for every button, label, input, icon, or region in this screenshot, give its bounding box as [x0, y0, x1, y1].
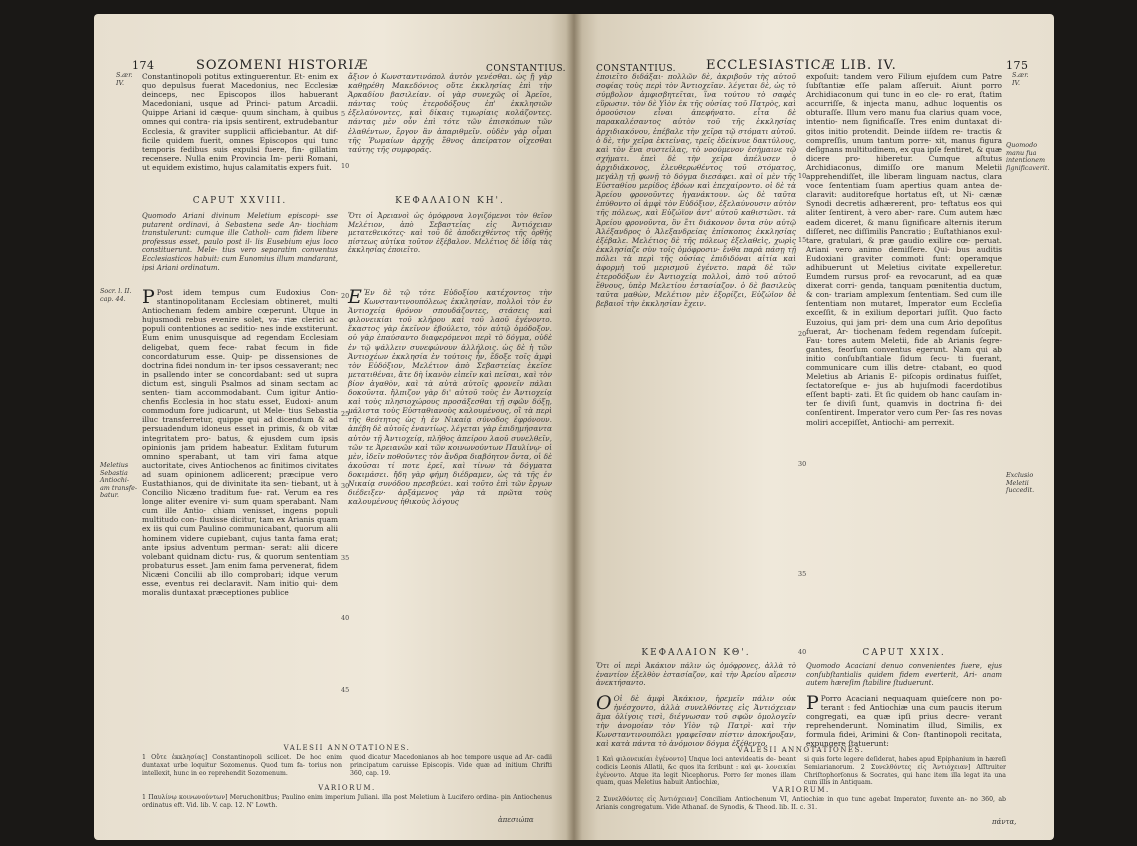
left-running-right: CONSTANTIUS. — [486, 64, 567, 74]
right-col1-greek: ἐποιεῖτο διδάξαι· πολλῶν δὲ, ἀκριβοῦν τὴς αὐτοῦ σοφίας τοὺς περὶ τὸν Ἀντιοχεῖαν. λέγεται δὲ, ὡς τὸ σύμβολον ἀμφισβητεῖται, ἵνα τούτου τὸ σαφὲς εὕρωσιν. τὸν δὲ Υἱὸν ἐκ τῆς οὐσίας τοῦ Πατρὸς, καὶ ὁμοούσιον εἶναι ἀπεφήνατο. εἶτα δὲ παρακαλέσαντος αὐτὸν τοῦ τῆς ἐκκλησίας ἀρχιδιακόνου, ἐπέβαλε τὴν χεῖρα τῷ στόματι αὐτοῦ. ὁ δὲ, τὴν χεῖρα ἐκτείνας, τρεῖς ἐδείκνυε δακτύλους, καὶ τὸν ἕνα συστείλας, τὸ νοούμενον ἐσήμαινε τῷ σχήματι. ἐπεὶ δὲ τὴν χεῖρα ἀπέλυσεν ὁ ἀρχιδιάκονος, ἐλευθερωθέντος τοῦ στόματος, μεγάλῃ τῇ φωνῇ τὸ δόγμα διεσάφει. καὶ οἱ μὲν τῆς Εὐσταθίου μερίδος ἐβόων καὶ ἐπεχαίροντο. οἱ δὲ τὰ Ἀρείου φρονοῦντες ἠγανάκτουν. ὡς δὲ ταῦτα ἐπύθοντο οἱ ἀμφὶ τὸν Εὐδόξιον, ἐξελαύνουσιν αὐτὸν τῆς πόλεως, καὶ Εὐζώϊον ἀντ' αὐτοῦ καθιστῶσι. τὰ Ἀρείου φρονοῦντα, ὃν ἔτι διάκονον ὄντα σὺν αὐτῷ Ἀλέξανδρος ὁ Ἀλεξανδρείας ἐπίσκοπος ἐκκλησίας ἐξέβαλε. Μελέτιος δὲ τῆς πόλεως ἐξελαθεὶς, χωρὶς ἐκκλησίαζε σὺν τοῖς ὁμόφροσιν· ἔνθα παρὰ πάσῃ τῇ πόλει τὰ περὶ τῆς οὐσίας ἐπιδιδόναι αἰτία καὶ ἀφορμὴ τοῦ μερισμοῦ ἐγένετο. παρὰ δὲ τῶν ἑτεροδόξων ἐν Ἀντιοχείᾳ πολλοὶ, ἀπὸ τοῦ αὐτοῦ ἔθνους, ὑπὲρ Μελετίου ἐστασίαζον. ὁ δὲ βασιλεὺς ταῦτα μαθὼν, Μελέτιον μὲν ἐξορίζει, Εὐζώϊον δὲ βεβαιοῖ τὴν ἐκκλησίαν ἔχειν. — [596, 72, 796, 309]
left-col1-latin: Constantinopoli potitus extinguerentur. Et- enim ex quo depulsus fuerat Macedonius, nec Ecclesiæ deinceps, nec Episcopos illos habuerant Macedoniani, usque ad Princi- patum Arcadii. Quippe Ariani id cæque- quum sincham, à quibus omnes qui contra- ria ipsis sentirent, extrudebantur Ecclesia, & graviter supplicii afficiebantur. At dif- ficile quidem fuerit, omnes Episcopos qui tunc temporis fedibus suis expulsi fuere, fin- gillatim recensere. Nulla enim Provincia Im- perii Romani, ut equidem existimo, hujus calamitatis expers fuit. — [142, 72, 338, 172]
left-line-number: 30 — [341, 482, 350, 490]
left-variorum-heading: VARIORUM. — [318, 784, 376, 792]
left-variorum-note: 1 Παυλίνῳ κοινωνούντων] Meruchonitbus; Paulino enim imperium Juliani. illa post Meletium à Lucifero ordina- pin Antiochenus ordinatus eft. Vid. lib. V. cap. 12. Ν' Lowth. — [142, 794, 552, 809]
right-line-number: 35 — [798, 570, 807, 578]
left-body-greek — [348, 288, 552, 736]
left-body-latin — [142, 288, 338, 736]
left-chapter-greek: ΚΕΦΑΛΑΙΟΝ ΚΗ'. — [395, 196, 505, 206]
book-spread — [94, 14, 1054, 840]
right-body-latin-text: Porro Acaciani nequaquam quieſcere non po- terant : fed Antiochiæ una cum paucis iterum congregati, ea quæ ipſi prius decre- verant reprehenderunt. Nominatim illud, Similis, ex formula fidei, Arimini & Con- ſtantinopoli recitata, expungere ſtatuerunt: — [806, 694, 1002, 749]
left-summary-latin: Quomodo Ariani divinum Meletium episcopi- sse putarent ordinavi, à Sebastena sede An- tiochiam transtulerunt: cumque ille Catholi- cam fidem libere professus esset, paulo post il- lis Eusebium ejus loco constituerunt. Mele- tius vero separatim conventus Ecclesiasticos habuit: cum Eunomius illum mandarant, ipsi Ariani ordinatum. — [142, 212, 338, 272]
left-line-number: 45 — [341, 686, 350, 694]
left-note-1: 1 Οὔτε ἐκκλησίας] Constantinopoli scilicet. De hoc enim duntaxat urbe loquitur Sozomenus. Quod tum fa- torius non intellexit, hunc in eo reprehendit Sozomenum. — [142, 754, 342, 777]
right-line-number: 10 — [798, 172, 807, 180]
left-notes-heading: VALESII ANNOTATIONES. — [283, 744, 411, 752]
right-summary-greek: Ὅτι οἱ περὶ Ἀκάκιον πάλιν ὡς ὁμόφρονες, ἀλλὰ τὸ ἐναντίον ἐξελθὸν ἐστασίαζον, καὶ τὴν Ἀρείου αἵρεσιν ἀνεκτήσαντο. — [596, 662, 796, 688]
right-notes-heading: VALESII ANNOTATIONES. — [737, 746, 865, 754]
left-margin-note-socr: Socr. l. II. cap. 44. — [100, 287, 132, 303]
dropcap-e: E — [348, 286, 362, 308]
right-col2-latin: expoſuit: tandem vero Filium ejuſdem cum Patre ſubſtantiæ eſſe palam aſſeruit. Aiunt porro Archidiaconum qui tunc in eo cle- ro erat, ſtatim accurriſſe, & injecta manu, adhuc loquentis os obturaſſe. Illum vero manu fua clarius quam voce, intentio- nem ſignificaſſe. Tres enim duntaxat di- gitos initio protendit. Deinde iiſdem re- tractis & compreſſis, unum tantum porre- xit, manus figura deſignans multitudinem, ex qua ipſe fentiret, & quæ dicere pro- hiberetur. Cumque aſtutus Archidiaconus, dimiſſo ore manum Meletii apprehendiſſet, ille liberam linguam nactus, clara voce ſententiam ſuam apertius quam antea de- claravit: auditorefque hortatus eſt, ut Ni- cænæ Synodi decretis adhærerent, pro- teftatus eos qui aliter ſentirent, à vero aber- rare. Cum autem hæc eadem diceret, & manu ſignificare alternis iterum diſſeret, nec diſſimilis Pancratio ; Euſtathianos exul- tare, gratulari, & præ gaudio exilire cœ- peruat. Ariani vero animo demiſſere. Qui- bus auditis Eudoxiani graviter commoti funt: operamque adhibuerunt ut Meletius civitate expelleretur. Eumdem rursus prof- ea revocarunt, ad ea quæ dixerat corri- genda, tanquam pœnitentia ductum, & con- trariam amplexum ſententiam. Sed cum ille ſententiam non mutaret, Imperator eum Eccleſia exceſſit, & in exilium deportari juſſit. Quo facto Euzoius, qui jam pri- dem una cum Ario depoſitus fuerat, Ar- tiochenam fedem regendam ſuſcepit. Fau- tores autem Meletii, fide ab Arianis ſegre- gantes, feorſum conventus egerunt. Nam qui ab initio conſubſtantiale ſidum ſecu- ti fuerant, communicare cum illis detre- ctabant, eo quod Meletius ab Arianis E- piſcopis ordinatus fuiſſet, ſectatoreſque e- jus ab hujuſmodi facerdotibus eſſent bapti- zati. Et ſic quidem ob hanc cauſam in- ter ſe diviſi ſunt, quamvis in doctrina fi- dei conſentirent. Imperator vero cum Per- ſas res novas moliri accepiſſet, Antiochi- am perrexit. — [806, 72, 1002, 427]
dropcap-o: O — [596, 692, 612, 714]
right-line-number: 30 — [798, 460, 807, 468]
left-catchword: ἀπεσιώπα — [498, 816, 534, 824]
left-summary-greek: Ὅτι οἱ Ἀρειανοὶ ὡς ὁμόφρονα λογιζόμενοι τὸν θεῖον Μελέτιον, ἀπὸ Σεβαστείας εἰς Ἀντιόχειαν μετατεθεικότες· καὶ τοῦ δὲ ἀποδειχθέντος τῆς ὀρθῆς πίστεως αὐτίκα τοῦτον ἐξέβαλον. Μελέτιος δὲ ἰδίᾳ τὰς ἐκκλησίας ἐποιεῖτο. — [348, 212, 552, 255]
right-note-2: si quis forte legere deſiderat, habes apud Epiphanium in hæreſi Semiarianorum. 2 Συνελθόντες εἰς Ἀντιόχειαν] Aſſtruiter Chriſtophorſonus & Socrates, qui hanc item illa legat ita una cum illis in Antiquam. — [804, 756, 1006, 787]
left-col2-greek: ἄξιον ὁ Κωνσταντινόπολ ἀυτὸν γενέσθαι. ὡς ᾔ γὰρ καθῃρέθη Μακεδόνιος οὔτε ἐκκλησίας ἐπὶ τὴν Ἀρκαδίου βασιλείαν. οἱ γὰρ συνεχῶς οἱ Ἀρεῖοι, πάντας τοὺς ἑτεροδόξους ἐπ' ἐκκλησιῶν ἐξελαύνοντες, καὶ δίκαις τιμωρίαις κολάζοντες. πάντας μὲν οὖν ἐπὶ τότε τῶν ἐπισκόπων τῶν ἐλαθέντων, ἔργον ἂν ἀπαριθμεῖν. οὐδὲν γὰρ οἶμαι τῆς Ῥωμαίων ἀρχῆς ἔθνος ἀπείρατον οἴχεσθαι ταύτης τῆς συμφορᾶς. — [348, 72, 552, 154]
right-margin-year: S.ær. IV. — [1012, 71, 1029, 87]
right-body-greek-text: Οἱ δὲ ἀμφὶ Ἀκάκιον, ἠρεμεῖν πάλιν οὐκ ἠνέσχοντο, ἀλλὰ συνελθόντες εἰς Ἀντιόχειαν ἅμα ὀλίγοις τισὶ, διέγνωσαν τοῦ σφῶν ὁμολογεῖν τὴν ἀνομοίαν τὸν Υἱὸν τῷ Πατρὶ· καὶ τὴν Κωνσταντινουπόλει γραφεῖσαν πίστιν ἀποκήρυξαν, καὶ κατὰ πάντα τὸ ἀνόμοιον δόγμα ἐξέθεντο. — [596, 694, 796, 749]
right-catchword: πάντα, — [992, 818, 1017, 826]
left-line-number: 5 — [341, 110, 346, 118]
left-line-number: 35 — [341, 554, 350, 562]
left-chapter-latin: CAPUT XXVIII. — [192, 196, 288, 206]
left-margin-year: S.ær. IV. — [116, 71, 133, 87]
dropcap-p: P — [142, 286, 155, 308]
left-line-number: 10 — [341, 162, 350, 170]
right-body-greek — [596, 692, 796, 749]
right-summary-latin: Quomodo Acaciani denuo convenientes fuere, ejus conſubſtantialis quidem fidem everterit, Ari- anam autem hæreſim ſtabilire ſtuduerunt. — [806, 662, 1002, 688]
left-line-number: 20 — [341, 292, 350, 300]
book-gutter — [566, 14, 582, 840]
right-running-title: ECCLESIASTICÆ LIB. IV. — [706, 58, 897, 73]
left-body-greek-text: Ἐν δὲ τῷ τότε Εὐδοξίου κατέχοντος τὴν Κωνσταντινουπόλεως ἐκκλησίαν, πολλοὶ τὸν ἐν Ἀντιοχείᾳ θρόνον σπουδάζοντες, στάσεις καὶ φιλονεικίαι τοῦ κλήρου καὶ τοῦ λαοῦ ἐγένοντο. ἕκαστος γὰρ ἐκεῖνον ἐβούλετο, τὸν αὐτῷ ὁμόδοξον. οὐ γὰρ ἐπαύσαντο διαφερόμενοι περὶ τὸ δόγμα, οὐδὲ ἐν τῷ ψάλλειν συνεφώνουν ἀλλήλοις. ὡς δὲ ἡ τῶν Ἀντιοχέων ἐκκλησία ἐν τούτοις ἦν, ἔδοξε τοῖς ἀμφὶ τὸν Εὐδόξιον, Μελέτιον ἀπὸ Σεβαστείας ἐκεῖσε μετατιθέναι, ἅτε δὴ ἱκανὸν εἰπεῖν καὶ πεῖσαι, καὶ τὸν βίον ἀγαθὸν, καὶ τὰ αὐτὰ αὐτοῖς φρονεῖν πάλαι δοκοῦντα. ἤλπιζον γὰρ δι' αὐτοῦ τοὺς ἐν Ἀντιοχείᾳ καὶ τοὺς πλησιοχώρους προσάξεσθαι τῇ σφῶν δόξῃ, μάλιστα τοὺς Εὐσταθιανοὺς καλουμένους, οἳ τὰ περὶ τῆς θεότητος ὡς ἡ ἐν Νικαίᾳ σύνοδος ἐφρόνουν. ἀπέβη δὲ αὐτοῖς ἐναντίως. λέγεται γὰρ ἐπιδημήσαντα αὐτὸν τῇ Ἀντιοχείᾳ, πλῆθος ἀπείρου λαοῦ συνελθεῖν, τῶν τε Ἀρειανῶν καὶ τῶν κοινωνούντων Παυλίνῳ· οἱ μὲν, ἰδεῖν ποθοῦντες τὸν ἄνδρα διαβόητον ὄντα, οἱ δὲ ἀκοῦσαι τί ποτε ἐρεῖ, καὶ τίνων τὰ δόγματα δοκιμάσει. ἤδη γὰρ φήμη διέδραμεν, ὡς τὰ τῆς ἐν Νικαίᾳ συνόδου πρεσβεύει. καὶ τοῦτο ἐπὶ τῶν ἔργων διέδειξεν· ἀρξάμενος γὰρ τὰ πρῶτα τοὺς καλουμένους ἠθικοὺς λόγους — [348, 288, 552, 507]
right-page — [574, 14, 1054, 840]
right-variorum-note: 2 Συνελθόντες εἰς Ἀντιόχειαν] Conciliam Antiochenum VI, Antiochiæ in quo tunc agebat Imperator, ſuvente an- no 360, ab Arianis congregatum. Vide Athanaſ. de Synodis, & Theod. lib. II. c. 31. — [596, 796, 1006, 811]
right-line-number: 20 — [798, 330, 807, 338]
left-line-number: 25 — [341, 410, 350, 418]
right-chapter-greek: ΚΕΦΑΛΑΙΟΝ ΚΘ'. — [641, 648, 751, 658]
left-line-number: 40 — [341, 614, 350, 622]
right-note-1: 1 Καὶ φιλονεικίαι ἐγένοντο] Unque loci antevideatis de- beant codicis Leonis Allatii, &c quos ita ſcribunt : καὶ φι- λονεικίαι ἐγένοντο. Atque ita legit Nicephorus. Porro ſer mones illam quam, quas Meletius habuit Antiochiæ, — [596, 756, 796, 787]
left-margin-note-meletius: Meletius Sebastia Antiochi- am transfe- batur. — [100, 461, 138, 500]
dropcap-p2: P — [806, 692, 819, 714]
right-margin-note-exclusio: Exclusio Meletii ſuccedit. — [1006, 471, 1035, 495]
right-page-number: 175 — [1006, 59, 1029, 72]
right-chapter-latin: CAPUT XXIX. — [862, 648, 946, 658]
left-running-title: SOZOMENI HISTORIÆ — [196, 58, 369, 73]
right-variorum-heading: VARIORUM. — [772, 786, 830, 794]
left-body-latin-text: Post idem tempus cum Eudoxius Con- stantinopolitanam Ecclesiam obtineret, multi Antiochenam fedem ambire cœperunt. Utque in hujusmodi rebus evenire solet, va- riæ clerici ac populi contentiones ac seditio- nes inde exstiterunt. Eum enim unusquisque ad regendam Ecclesiam deligebat, quem fece- rabat fecum in fide concordaturum esse. Quip- pe dissensiones de doctrina fidei nondum in- ter ipsos cessaverant; nec in psallendo inter se concordabant: sed ut supra dictum est, singuli Psalmos ad sinam sectam ac senten- tiam accommodabant. Cum igitur Antio- chenfis Ecclesia in hoc statu esset, Eudoxi- anum commodum fore judicarunt, ut Mele- tius Sebastia illuc transferretur, quippe qui ad dicendum & ad persuadendum idoneus esset in primis, & ob vitæ integritatem pro- batus, & ejusdem cum ipsis opinionis jam pridem habeatur. Exlitam futurum omnino sperabant, ut tam viri fama atque auctoritate, cives Antiochenos ac finitimos civitates ad suam opinionem adlicerent; præcipue vero Eustathianos, qui de divinitate ita sen- tiebant, ut à Concilio Nicæno traditum fue- rat. Verum ea res longe aliter evenire vi- sum quam sperabant. Nam cum ille Antio- chiam venisset, ingens populi multitudo con- fluxisse dicitur, tam ex Arianis quam ex iis qui cum Paulino communicabant, quorum alii hominem videre cupiebant, cujus tanta fama erat; ante ipsius adventum perman- serat: alii dicere volebant quidnam dictu- rus, & quorum sententiam probaturus esset. Jam enim fama pervenerat, fidem Nicæni Concilii ab illo comprobari; idque verum esse, eventus rei declaravit. Nam initio qui- dem moralis duntaxat præceptiones publice — [142, 288, 338, 598]
right-body-latin — [806, 692, 1002, 749]
left-note-2: quod dicatur Macedonianos ab hoc tempore usque ad Ar- cadii principatum caruisse Episcopis. Vide quæ ad initium Chrifti 360, cap. 19. — [350, 754, 552, 777]
right-line-number: 40 — [798, 648, 807, 656]
right-line-number: 15 — [798, 236, 807, 244]
left-page-number: 174 — [132, 59, 155, 72]
right-running-left: CONSTANTIUS. — [596, 64, 677, 74]
left-page — [94, 14, 574, 840]
right-margin-note-manu: Quomodo manu fua intentionem ſignificaverit. — [1006, 141, 1050, 172]
